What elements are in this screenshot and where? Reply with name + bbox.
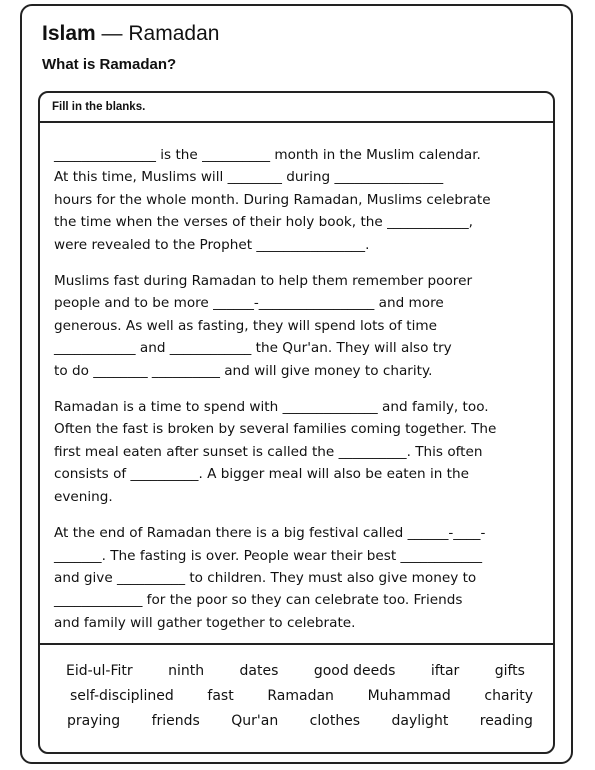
word-bank-word: Eid-ul-Fitr — [66, 663, 133, 679]
paragraph-1 — [54, 144, 549, 256]
worksheet-subtitle: What is Ramadan? — [42, 56, 177, 73]
paragraph-3 — [54, 396, 549, 508]
text-line: consists of __________. A bigger meal will also be eaten in the — [54, 466, 469, 483]
instructions: Fill in the blanks. — [40, 93, 553, 123]
word-bank-word: dates — [239, 663, 279, 679]
text-line: the time when the verses of their holy book, the ____________, — [54, 214, 473, 231]
word-bank-word: good deeds — [313, 663, 396, 679]
text-line: Muslims fast during Ramadan to help them remember poorer — [54, 273, 473, 290]
paragraph-2 — [54, 270, 549, 382]
word-bank-row-3 — [67, 713, 533, 729]
text-line: were revealed to the Prophet ________________. — [54, 236, 370, 253]
text-line: ____________ and ____________ the Qur'an. They will also try — [54, 340, 452, 357]
word-bank-word: ninth — [168, 663, 205, 679]
word-bank-word: daylight — [391, 713, 449, 729]
word-bank-word: gifts — [494, 663, 525, 679]
word-bank — [40, 643, 553, 752]
paragraph-4 — [54, 522, 549, 634]
text-line: to do ________ __________ and will give money to charity. — [54, 362, 433, 379]
word-bank-word: friends — [151, 713, 200, 729]
word-bank-word: clothes — [309, 713, 361, 729]
text-line: _______. The fasting is over. People wear their best ____________ — [54, 547, 483, 564]
text-line: At this time, Muslims will ________ during ________________ — [54, 169, 444, 186]
worksheet — [20, 4, 573, 764]
word-bank-word: Ramadan — [267, 688, 334, 704]
word-bank-word: reading — [479, 713, 533, 729]
exercise-panel — [38, 91, 555, 754]
word-bank-row-2 — [70, 688, 533, 704]
text-line: generous. As well as fasting, they will spend lots of time — [54, 317, 437, 334]
text-line: first meal eaten after sunset is called the __________. This often — [54, 443, 483, 460]
word-bank-word: iftar — [430, 663, 460, 679]
word-bank-word: Qur'an — [231, 713, 279, 729]
word-bank-word: praying — [67, 713, 121, 729]
topic-label: Ramadan — [128, 22, 220, 45]
text-line: Often the fast is broken by several families coming together. The — [54, 421, 497, 438]
text-line: Ramadan is a time to spend with ______________ and family, too. — [54, 399, 489, 416]
text-line: people and to be more ______-_________________ and more — [54, 295, 444, 312]
text-line: At the end of Ramadan there is a big festival called ______-____- — [54, 525, 486, 542]
word-bank-word: self-disciplined — [70, 688, 174, 704]
text-line: and give __________ to children. They must also give money to — [54, 569, 477, 586]
word-bank-word: charity — [484, 688, 533, 704]
word-bank-row-1 — [66, 663, 525, 679]
text-line: _______________ is the __________ month in the Muslim calendar. — [54, 147, 481, 163]
word-bank-word: fast — [207, 688, 234, 704]
subject-label: Islam — [42, 22, 96, 45]
text-line: evening. — [54, 488, 113, 505]
passage — [54, 144, 549, 648]
word-bank-word: Muhammad — [367, 688, 451, 704]
worksheet-title — [42, 21, 219, 47]
title-separator: — — [95, 22, 129, 45]
text-line: _____________ for the poor so they can celebrate too. Friends — [54, 592, 463, 609]
text-line: and family will gather together to celebrate. — [54, 614, 356, 631]
text-line: hours for the whole month. During Ramadan, Muslims celebrate — [54, 191, 491, 208]
